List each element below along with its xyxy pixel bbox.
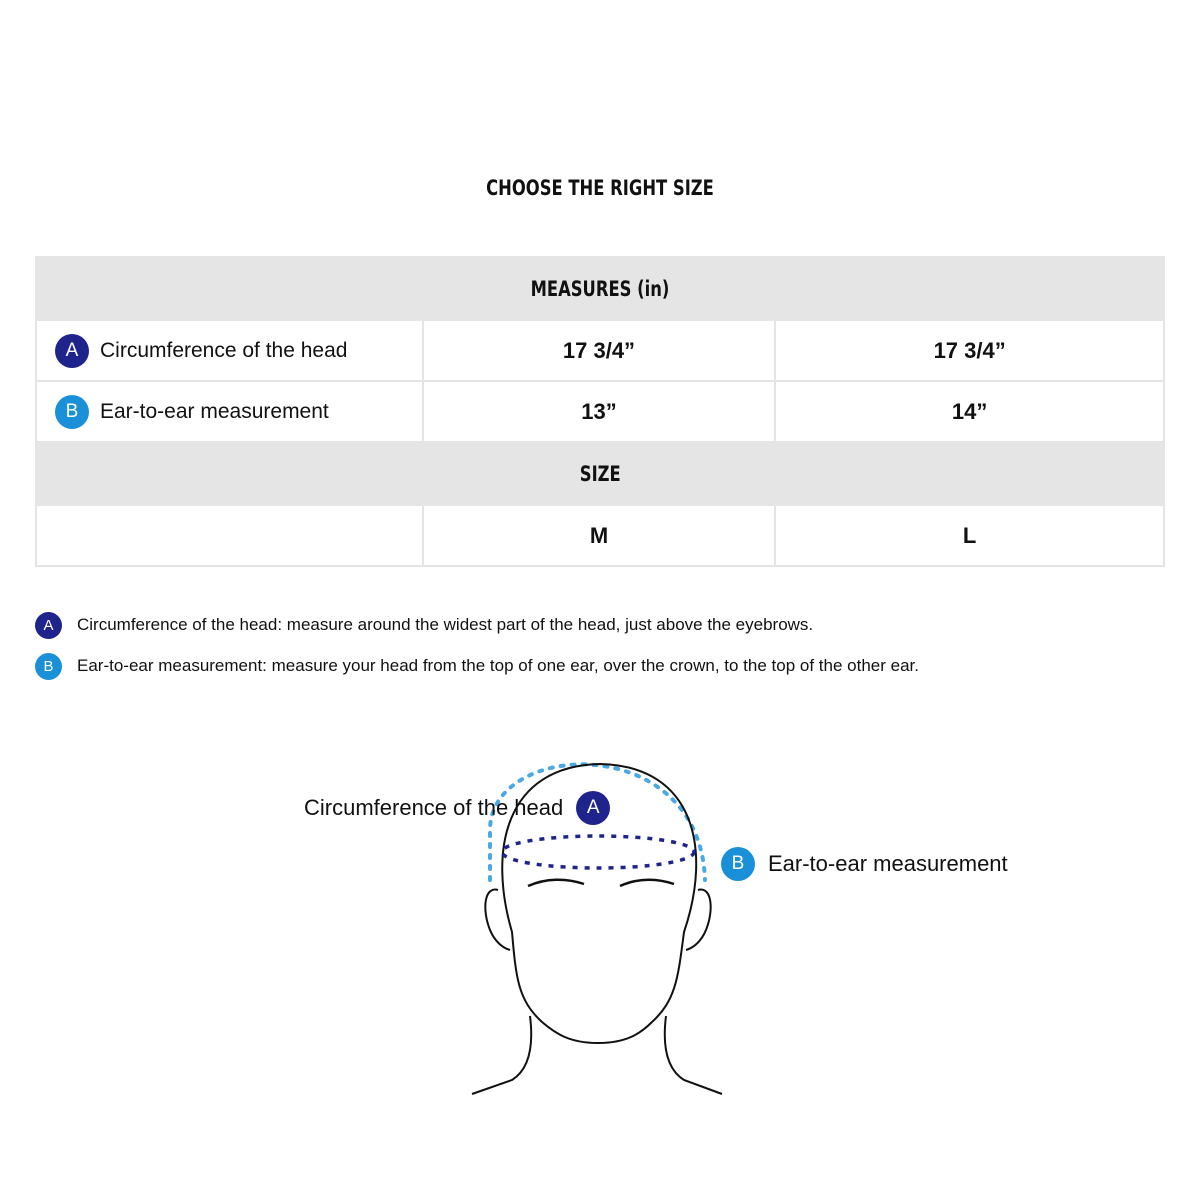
row-label-circumference: Circumference of the head (100, 338, 348, 362)
callout-label: Circumference of the head (304, 795, 564, 820)
note-text: Circumference of the head: measure around the widest part of the head, just above the eyebrows. (77, 615, 814, 634)
callout-label: Ear-to-ear measurement (768, 851, 1008, 876)
neck-left (472, 1016, 531, 1094)
left-ear (485, 890, 510, 950)
measures-header: MEASURES (in) (530, 276, 670, 301)
note-text: Ear-to-ear measurement: measure your head from the top of one ear, over the crown, to the top of the other ear. (77, 656, 919, 675)
measures-header-row (36, 257, 1164, 320)
note-ear-to-ear (35, 652, 1165, 680)
badge-b-icon: B (35, 653, 62, 680)
right-ear (686, 890, 711, 950)
badge-a-icon: A (576, 791, 610, 825)
badge-a-icon: A (55, 334, 89, 368)
right-eyebrow (620, 880, 674, 886)
page-title: CHOOSE THE RIGHT SIZE (486, 176, 714, 200)
callout-ear-to-ear (721, 847, 1008, 881)
size-header: SIZE (579, 461, 621, 486)
measurement-notes (35, 611, 1165, 693)
size-empty-cell (36, 505, 423, 566)
size-l: L (775, 505, 1164, 566)
size-header-row (36, 442, 1164, 505)
left-eyebrow (528, 880, 584, 886)
cell-circumference-m: 17 3/4” (423, 320, 776, 381)
head-diagram (0, 700, 1200, 1120)
row-label-ear-to-ear: Ear-to-ear measurement (100, 399, 329, 423)
circumference-ellipse (502, 836, 694, 868)
note-circumference (35, 611, 1165, 639)
badge-b-icon: B (721, 847, 755, 881)
table-row (36, 381, 1164, 442)
table-row (36, 320, 1164, 381)
cell-ear-to-ear-l: 14” (775, 381, 1164, 442)
table-row (36, 505, 1164, 566)
size-chart-table (35, 256, 1165, 567)
cell-circumference-l: 17 3/4” (775, 320, 1164, 381)
badge-a-icon: A (35, 612, 62, 639)
head-outline-icon (0, 700, 1200, 1120)
badge-b-icon: B (55, 395, 89, 429)
cell-ear-to-ear-m: 13” (423, 381, 776, 442)
size-m: M (423, 505, 776, 566)
neck-right (665, 1016, 722, 1094)
callout-circumference (304, 791, 610, 825)
